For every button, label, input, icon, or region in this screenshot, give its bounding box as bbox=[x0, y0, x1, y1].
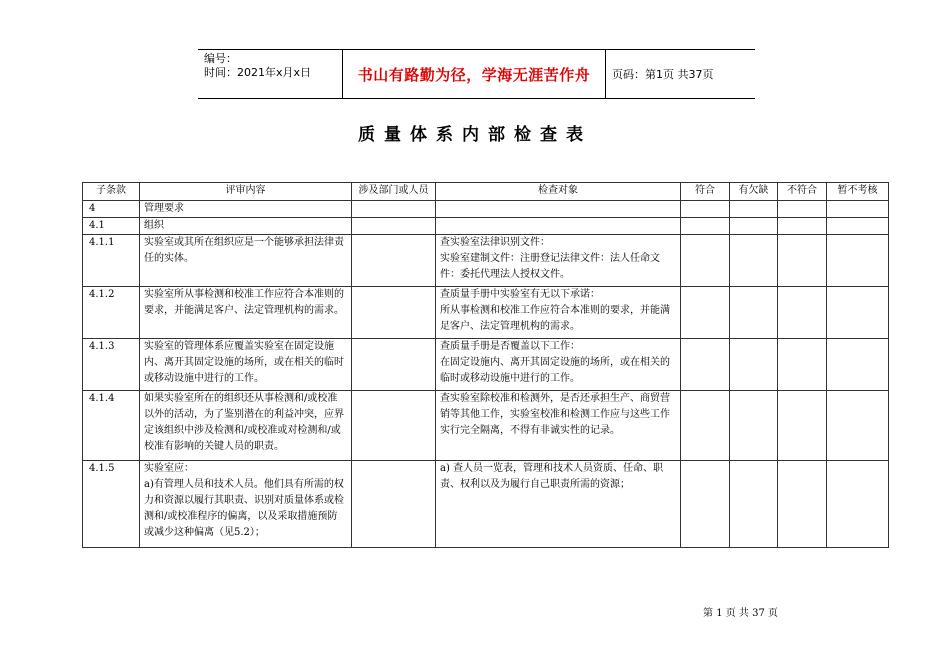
column-header: 不符合 bbox=[778, 183, 827, 201]
check-object-cell: a) 查人员一览表，管理和技术人员资质、任命、职责、权利以及为履行自己职责所需的资源； bbox=[436, 461, 681, 548]
deficient-cell bbox=[730, 201, 778, 218]
nonconform-cell bbox=[778, 235, 827, 287]
check-object-cell bbox=[436, 201, 681, 218]
not-assessed-cell bbox=[827, 461, 889, 548]
clause-cell: 4 bbox=[83, 201, 140, 218]
deficient-cell bbox=[730, 218, 778, 235]
review-content-cell: 如果实验室所在的组织还从事检测和/或校准以外的活动，为了鉴别潜在的利益冲突，应界定该组织中涉及检测和/或校准或对检测和/或校准有影响的关键人员的职责。 bbox=[140, 391, 352, 461]
not-assessed-cell bbox=[827, 218, 889, 235]
header-motto: 书山有路勤为径，学海无涯苦作舟 bbox=[342, 50, 606, 98]
deficient-cell bbox=[730, 391, 778, 461]
table-row bbox=[83, 235, 889, 287]
conform-cell bbox=[681, 218, 730, 235]
column-header: 涉及部门或人员 bbox=[352, 183, 436, 201]
page-title: 质量体系内部检查表 bbox=[358, 125, 592, 145]
nonconform-cell bbox=[778, 287, 827, 339]
column-header: 有欠缺 bbox=[730, 183, 778, 201]
nonconform-cell bbox=[778, 391, 827, 461]
nonconform-cell bbox=[778, 218, 827, 235]
not-assessed-cell bbox=[827, 287, 889, 339]
not-assessed-cell bbox=[827, 391, 889, 461]
clause-cell: 4.1.5 bbox=[83, 461, 140, 548]
table-row bbox=[83, 287, 889, 339]
deficient-cell bbox=[730, 287, 778, 339]
column-header: 检查对象 bbox=[436, 183, 681, 201]
header-meta bbox=[198, 50, 342, 98]
check-object-cell: 查质量手册中实验室有无以下承诺： 所从事检测和校准工作应符合本准则的要求，并能满足客户、法定管理机构的需求。 bbox=[436, 287, 681, 339]
not-assessed-cell bbox=[827, 201, 889, 218]
nonconform-cell bbox=[778, 201, 827, 218]
check-object-cell: 查实验室除校准和检测外，是否还承担生产、商贸营销等其他工作，实验室校准和检测工作应与这些工作实行完全隔离，不得有非诚实性的记录。 bbox=[436, 391, 681, 461]
review-content-cell: 管理要求 bbox=[140, 201, 352, 218]
conform-cell bbox=[681, 391, 730, 461]
department-cell bbox=[352, 461, 436, 548]
conform-cell bbox=[681, 461, 730, 548]
conform-cell bbox=[681, 339, 730, 391]
not-assessed-cell bbox=[827, 235, 889, 287]
deficient-cell bbox=[730, 339, 778, 391]
column-header: 符合 bbox=[681, 183, 730, 201]
conform-cell bbox=[681, 201, 730, 218]
nonconform-cell bbox=[778, 461, 827, 548]
document-header bbox=[198, 49, 755, 99]
deficient-cell bbox=[730, 461, 778, 548]
review-content-cell: 实验室或其所在组织应是一个能够承担法律责任的实体。 bbox=[140, 235, 352, 287]
deficient-cell bbox=[730, 235, 778, 287]
column-header: 评审内容 bbox=[140, 183, 352, 201]
table-row bbox=[83, 218, 889, 235]
clause-cell: 4.1.2 bbox=[83, 287, 140, 339]
table-row bbox=[83, 201, 889, 218]
check-object-cell: 查质量手册是否覆盖以下工作： 在固定设施内、离开其固定设施的场所，或在相关的临时或移动设施中进行的工作。 bbox=[436, 339, 681, 391]
review-content-cell: 组织 bbox=[140, 218, 352, 235]
check-object-cell bbox=[436, 218, 681, 235]
table-row bbox=[83, 461, 889, 548]
column-header: 暂不考核 bbox=[827, 183, 889, 201]
department-cell bbox=[352, 339, 436, 391]
number-label: 编号： bbox=[204, 52, 237, 65]
conform-cell bbox=[681, 235, 730, 287]
review-content-cell: 实验室的管理体系应覆盖实验室在固定设施内、离开其固定设施的场所，或在相关的临时或移动设施中进行的工作。 bbox=[140, 339, 352, 391]
review-content-cell: 实验室应： a)有管理人员和技术人员。他们具有所需的权力和资源以履行其职责、识别对质量体系或检测和/或校准程序的偏离，以及采取措施预防或减少这种偏离（见5.2）； bbox=[140, 461, 352, 548]
department-cell bbox=[352, 287, 436, 339]
clause-cell: 4.1.4 bbox=[83, 391, 140, 461]
inspection-table bbox=[82, 182, 889, 548]
not-assessed-cell bbox=[827, 339, 889, 391]
time-label: 时间：2021年x月x日 bbox=[204, 66, 312, 79]
department-cell bbox=[352, 218, 436, 235]
table-row bbox=[83, 339, 889, 391]
check-object-cell: 查实验室法律识别文件： 实验室建制文件：注册登记法律文件：法人任命文件：委托代理法人授权文件。 bbox=[436, 235, 681, 287]
clause-cell: 4.1.3 bbox=[83, 339, 140, 391]
department-cell bbox=[352, 235, 436, 287]
header-page-info: 页码：第1页 共37页 bbox=[612, 68, 714, 81]
table-row bbox=[83, 391, 889, 461]
clause-cell: 4.1.1 bbox=[83, 235, 140, 287]
table-header-row bbox=[83, 183, 889, 201]
department-cell bbox=[352, 391, 436, 461]
conform-cell bbox=[681, 287, 730, 339]
clause-cell: 4.1 bbox=[83, 218, 140, 235]
page-footer: 第 1 页 共 37 页 bbox=[703, 608, 778, 619]
department-cell bbox=[352, 201, 436, 218]
nonconform-cell bbox=[778, 339, 827, 391]
review-content-cell: 实验室所从事检测和校准工作应符合本准则的要求，并能满足客户、法定管理机构的需求。 bbox=[140, 287, 352, 339]
column-header: 子条款 bbox=[83, 183, 140, 201]
